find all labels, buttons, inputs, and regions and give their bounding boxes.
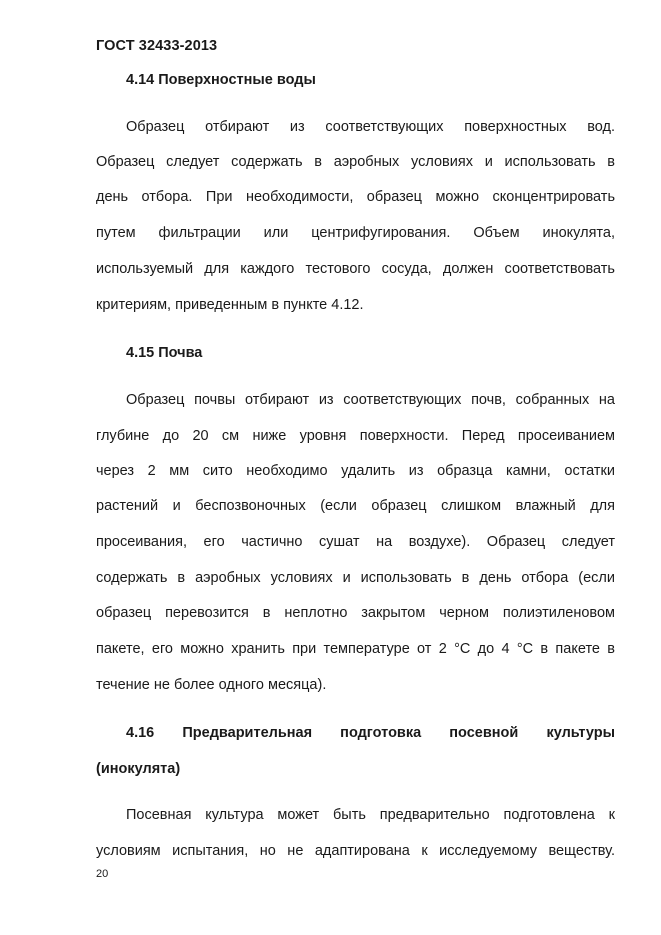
page-number: 20 <box>96 868 109 880</box>
paragraph-line: через 2 мм сито необходимо удалить из образца камни, остатки <box>96 463 615 479</box>
document-header: ГОСТ 32433-2013 <box>96 38 218 54</box>
paragraph-line: образец перевозится в неплотно закрытом черном полиэтиленовом <box>96 605 615 621</box>
paragraph-line: Образец следует содержать в аэробных условиях и использовать в <box>96 154 615 170</box>
paragraph-line: Образец почвы отбирают из соответствующих почв, собранных на <box>126 392 615 408</box>
section-heading-4-15: 4.15 Почва <box>126 345 203 361</box>
section-heading-4-16-cont: (инокулята) <box>96 761 181 777</box>
section-heading-4-14: 4.14 Поверхностные воды <box>126 72 316 88</box>
section-heading-4-16: 4.16 Предварительная подготовка посевной культуры <box>126 725 615 741</box>
paragraph-line: критериям, приведенным в пункте 4.12. <box>96 297 364 313</box>
paragraph-line: просеивания, его частично сушат на воздухе). Образец следует <box>96 534 615 550</box>
paragraph-line: течение не более одного месяца). <box>96 677 327 693</box>
paragraph-line: день отбора. При необходимости, образец можно сконцентрировать <box>96 189 615 205</box>
paragraph-line: используемый для каждого тестового сосуда, должен соответствовать <box>96 261 615 277</box>
paragraph-line: растений и беспозвоночных (если образец слишком влажный для <box>96 498 615 514</box>
paragraph-line: глубине до 20 см ниже уровня поверхности. Перед просеиванием <box>96 428 615 444</box>
paragraph-line: путем фильтрации или центрифугирования. Объем инокулята, <box>96 225 615 241</box>
paragraph-line: содержать в аэробных условиях и использовать в день отбора (если <box>96 570 615 586</box>
paragraph-line: Посевная культура может быть предварительно подготовлена к <box>126 807 615 823</box>
paragraph-line: Образец отбирают из соответствующих поверхностных вод. <box>126 119 615 135</box>
paragraph-line: условиям испытания, но не адаптирована к исследуемому веществу. <box>96 843 615 859</box>
paragraph-line: пакете, его можно хранить при температуре от 2 °С до 4 °С в пакете в <box>96 641 615 657</box>
